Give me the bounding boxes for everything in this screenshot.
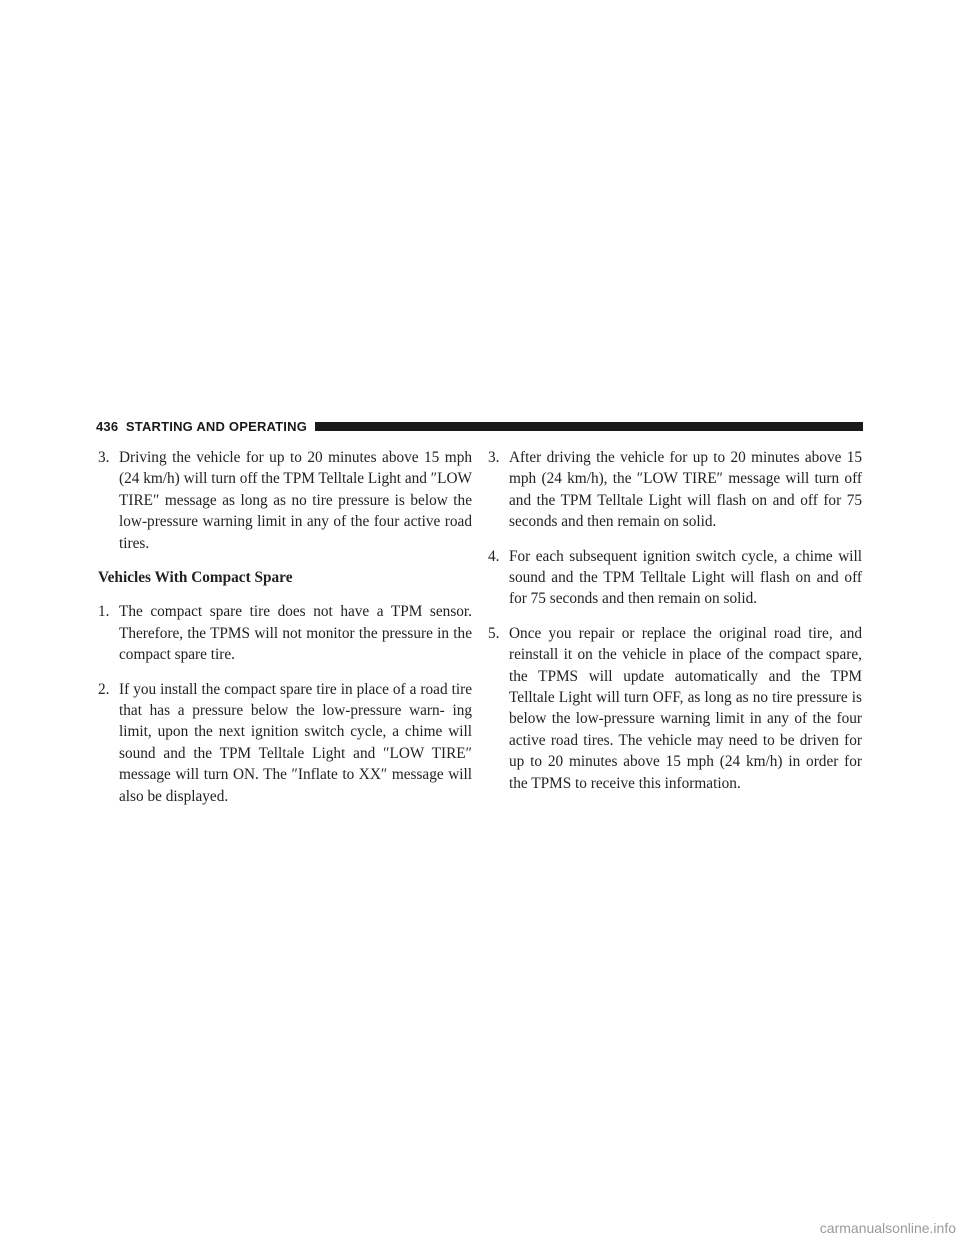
left-column [98,447,472,820]
list-item [488,447,862,533]
item-number: 4. [488,547,500,565]
item-text: The compact spare tire does not have a TPM sensor. Therefore, the TPMS will not monitor the pressure in the compact spare tire. [119,603,472,664]
list-item [98,601,472,665]
subheading: Vehicles With Compact Spare [98,569,293,587]
item-text: After driving the vehicle for up to 20 minutes above 15 mph (24 km/h), the ″LOW TIRE″ message will turn off and the TPM Telltale Light will flash on and off for 75 seconds and then remain on solid. [509,449,862,531]
item-number: 3. [98,449,110,466]
item-text: If you install the compact spare tire in place of a road tire that has a pressure below the low-pressure warn- ing limit, upon the next ignition switch cycle, a chime will sound and the TPM Telltale Light and ″LOW TIRE″ message will turn ON. The ″Inflate to XX″ message will also be displayed. [119,680,472,805]
item-number: 1. [98,603,110,621]
list-item [98,679,472,807]
item-text: Driving the vehicle for up to 20 minutes above 15 mph (24 km/h) will turn off the TPM Telltale Light and ″LOW TIRE″ message as long as no tire pressure is below the low-pressure warning limit in any of the four active road tires. [119,449,472,552]
section-title: STARTING AND OPERATING [125,418,308,434]
item-number: 3. [488,449,500,466]
page-header [96,418,863,434]
item-text: Once you repair or replace the original road tire, and reinstall it on the vehicle in place of the compact spare, the TPMS will update automatically and the TPM Telltale Light will turn OFF, as long as no tire pressure is below the low-pressure warning limit in any of the four active road tires. The vehicle may need to be driven for up to 20 minutes above 15 mph (24 km/h) in order for the TPMS to receive this information. [509,624,862,792]
right-column [488,447,862,807]
list-item [488,546,862,610]
item-text: For each subsequent ignition switch cycle, a chime will sound and the TPM Telltale Light will flash on and off for 75 seconds and then remain on solid. [509,547,862,608]
item-number: 5. [488,624,500,642]
list-item [488,623,862,794]
watermark: carmanualsonline.info [819,1220,956,1236]
header-rule [315,422,863,431]
item-number: 2. [98,680,110,698]
header-text [96,419,315,434]
page-number: 436 [96,418,119,434]
list-item [98,447,472,554]
